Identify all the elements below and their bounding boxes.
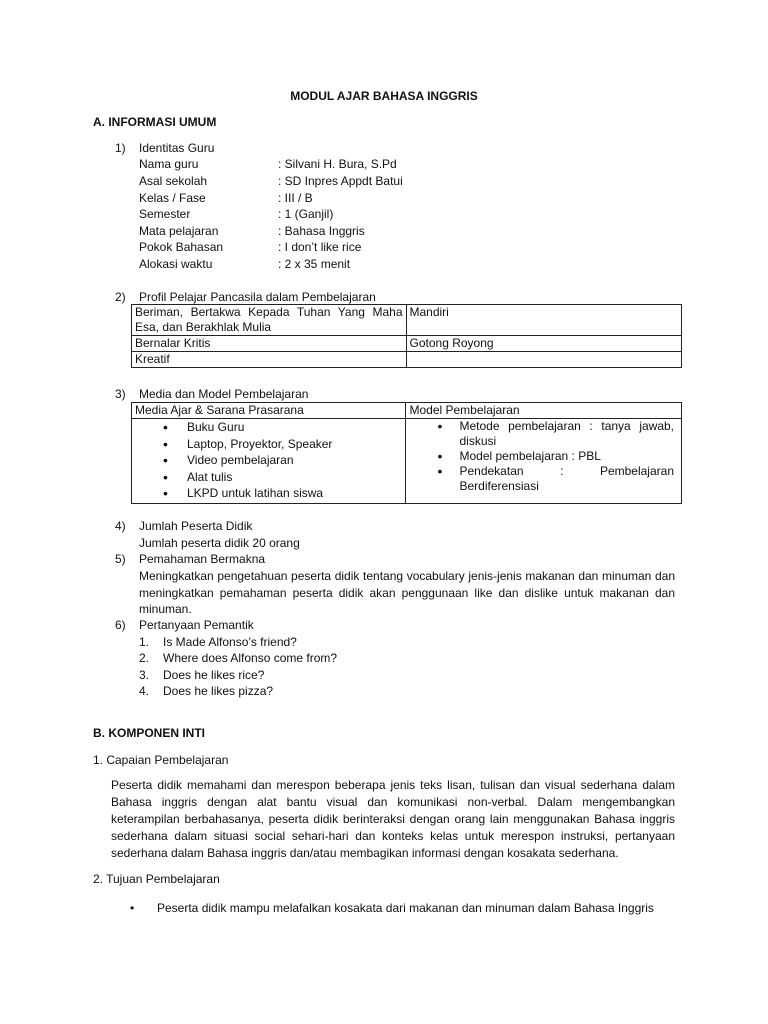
model-list xyxy=(409,419,674,494)
identitas-row xyxy=(139,190,313,207)
media-table xyxy=(131,402,682,504)
item-number: 6) xyxy=(115,618,126,632)
identitas-value: : III / B xyxy=(278,191,313,205)
table-header-cell: Model Pembelajaran xyxy=(406,403,682,419)
item-number: 1) xyxy=(115,141,126,155)
jumlah-label: Jumlah Peserta Didik xyxy=(139,519,253,533)
pemahaman-label: Pemahaman Bermakna xyxy=(139,552,266,566)
table-cell xyxy=(406,419,682,504)
media-list-item: • LKPD untuk latihan siswa xyxy=(135,485,402,502)
question-number: 2. xyxy=(139,651,150,665)
model-list-item: • Metode pembelajaran : tanya jawab, diskusi xyxy=(409,419,674,449)
model-list-item: • Pendekatan : Pembelajaran Berdiferensiasi xyxy=(409,464,674,494)
identitas-guru-label: Identitas Guru xyxy=(139,141,215,155)
tujuan-heading: 2. Tujuan Pembelajaran xyxy=(93,872,220,886)
identitas-row xyxy=(139,206,334,223)
media-list-item: • Alat tulis xyxy=(135,469,402,486)
identitas-key: Alokasi waktu xyxy=(139,257,213,271)
pertanyaan-label: Pertanyaan Pemantik xyxy=(139,618,254,632)
jumlah-text: Jumlah peserta didik 20 orang xyxy=(139,536,300,550)
identitas-row xyxy=(139,223,365,240)
pemahaman-text: Meningkatkan pengetahuan peserta didik tentang vocabulary jenis-jenis makanan dan minuman dan meningkatkan pemahaman peserta didik akan penggunaan like dan dislike untuk makanan dan minuman. xyxy=(139,569,675,616)
table-cell: Bernalar Kritis xyxy=(132,336,407,352)
question-text: Does he likes pizza? xyxy=(163,684,274,698)
bullet-icon: • xyxy=(130,901,135,915)
identitas-key: Semester xyxy=(139,207,191,221)
question-number: 1. xyxy=(139,635,150,649)
identitas-row xyxy=(139,173,403,190)
section-b-heading: B. KOMPONEN INTI xyxy=(93,726,206,740)
question-text: Is Made Alfonso’s friend? xyxy=(163,635,297,649)
identitas-value: : I don’t like rice xyxy=(278,240,362,254)
table-cell: Beriman, Bertakwa Kepada Tuhan Yang Maha Esa, dan Berakhlak Mulia xyxy=(132,305,407,336)
identitas-value: : 1 (Ganjil) xyxy=(278,207,334,221)
identitas-value: : Bahasa Inggris xyxy=(278,224,365,238)
identitas-key: Nama guru xyxy=(139,157,199,171)
media-label: Media dan Model Pembelajaran xyxy=(139,387,309,401)
identitas-value: : 2 x 35 menit xyxy=(278,257,351,271)
document-title: MODUL AJAR BAHASA INGGRIS xyxy=(290,89,478,103)
identitas-row xyxy=(139,239,362,256)
table-row xyxy=(132,419,682,504)
section-a-heading: A. INFORMASI UMUM xyxy=(93,115,217,129)
identitas-key: Asal sekolah xyxy=(139,174,208,188)
question-text: Does he likes rice? xyxy=(163,668,265,682)
table-cell: Mandiri xyxy=(406,305,682,336)
question-number: 4. xyxy=(139,684,150,698)
question-number: 3. xyxy=(139,668,150,682)
item-number: 3) xyxy=(115,387,126,401)
item-number: 4) xyxy=(115,519,126,533)
identitas-key: Kelas / Fase xyxy=(139,191,206,205)
table-row xyxy=(132,305,682,336)
media-list-item: • Video pembelajaran xyxy=(135,452,402,469)
model-list-item: • Model pembelajaran : PBL xyxy=(409,449,674,464)
profil-table xyxy=(131,304,682,368)
table-row xyxy=(132,336,682,352)
media-list-item: • Buku Guru xyxy=(135,419,402,436)
table-cell: Kreatif xyxy=(132,352,407,368)
media-list-item: • Laptop, Proyektor, Speaker xyxy=(135,436,402,453)
table-cell xyxy=(406,352,682,368)
table-header-row xyxy=(132,403,682,419)
identitas-key: Pokok Bahasan xyxy=(139,240,224,254)
profil-label: Profil Pelajar Pancasila dalam Pembelajaran xyxy=(139,290,376,304)
identitas-row xyxy=(139,256,351,273)
tujuan-item: Peserta didik mampu melafalkan kosakata dari makanan dan minuman dalam Bahasa Inggris xyxy=(157,901,654,915)
identitas-row xyxy=(139,156,397,173)
capaian-heading: 1. Capaian Pembelajaran xyxy=(93,753,229,767)
question-text: Where does Alfonso come from? xyxy=(163,651,338,665)
item-number: 5) xyxy=(115,552,126,566)
identitas-value: : Silvani H. Bura, S.Pd xyxy=(278,157,397,171)
identitas-key: Mata pelajaran xyxy=(139,224,219,238)
table-row xyxy=(132,352,682,368)
table-header-cell: Media Ajar & Sarana Prasarana xyxy=(132,403,406,419)
table-cell: Gotong Royong xyxy=(406,336,682,352)
table-cell xyxy=(132,419,406,504)
capaian-text: Peserta didik memahami dan merespon beberapa jenis teks lisan, tulisan dan visual sederhana dalam Bahasa inggris dengan alat bantu visual dan komunikasi non-verbal. Dalam mengembangkan keterampilan berbahasanya, peserta didik berinteraksi dengan orang lain menggunakan Bahasa inggris sederhana dalam situasi social sehari-hari dan konteks kelas untuk merespon instruksi, pertanyaan sederhana dalam Bahasa inggris dan/atau membagikan informasi dengan kosakata sederhana. xyxy=(111,778,675,860)
identitas-value: : SD Inpres Appdt Batui xyxy=(278,174,403,188)
item-number: 2) xyxy=(115,290,126,304)
media-list xyxy=(135,419,402,502)
